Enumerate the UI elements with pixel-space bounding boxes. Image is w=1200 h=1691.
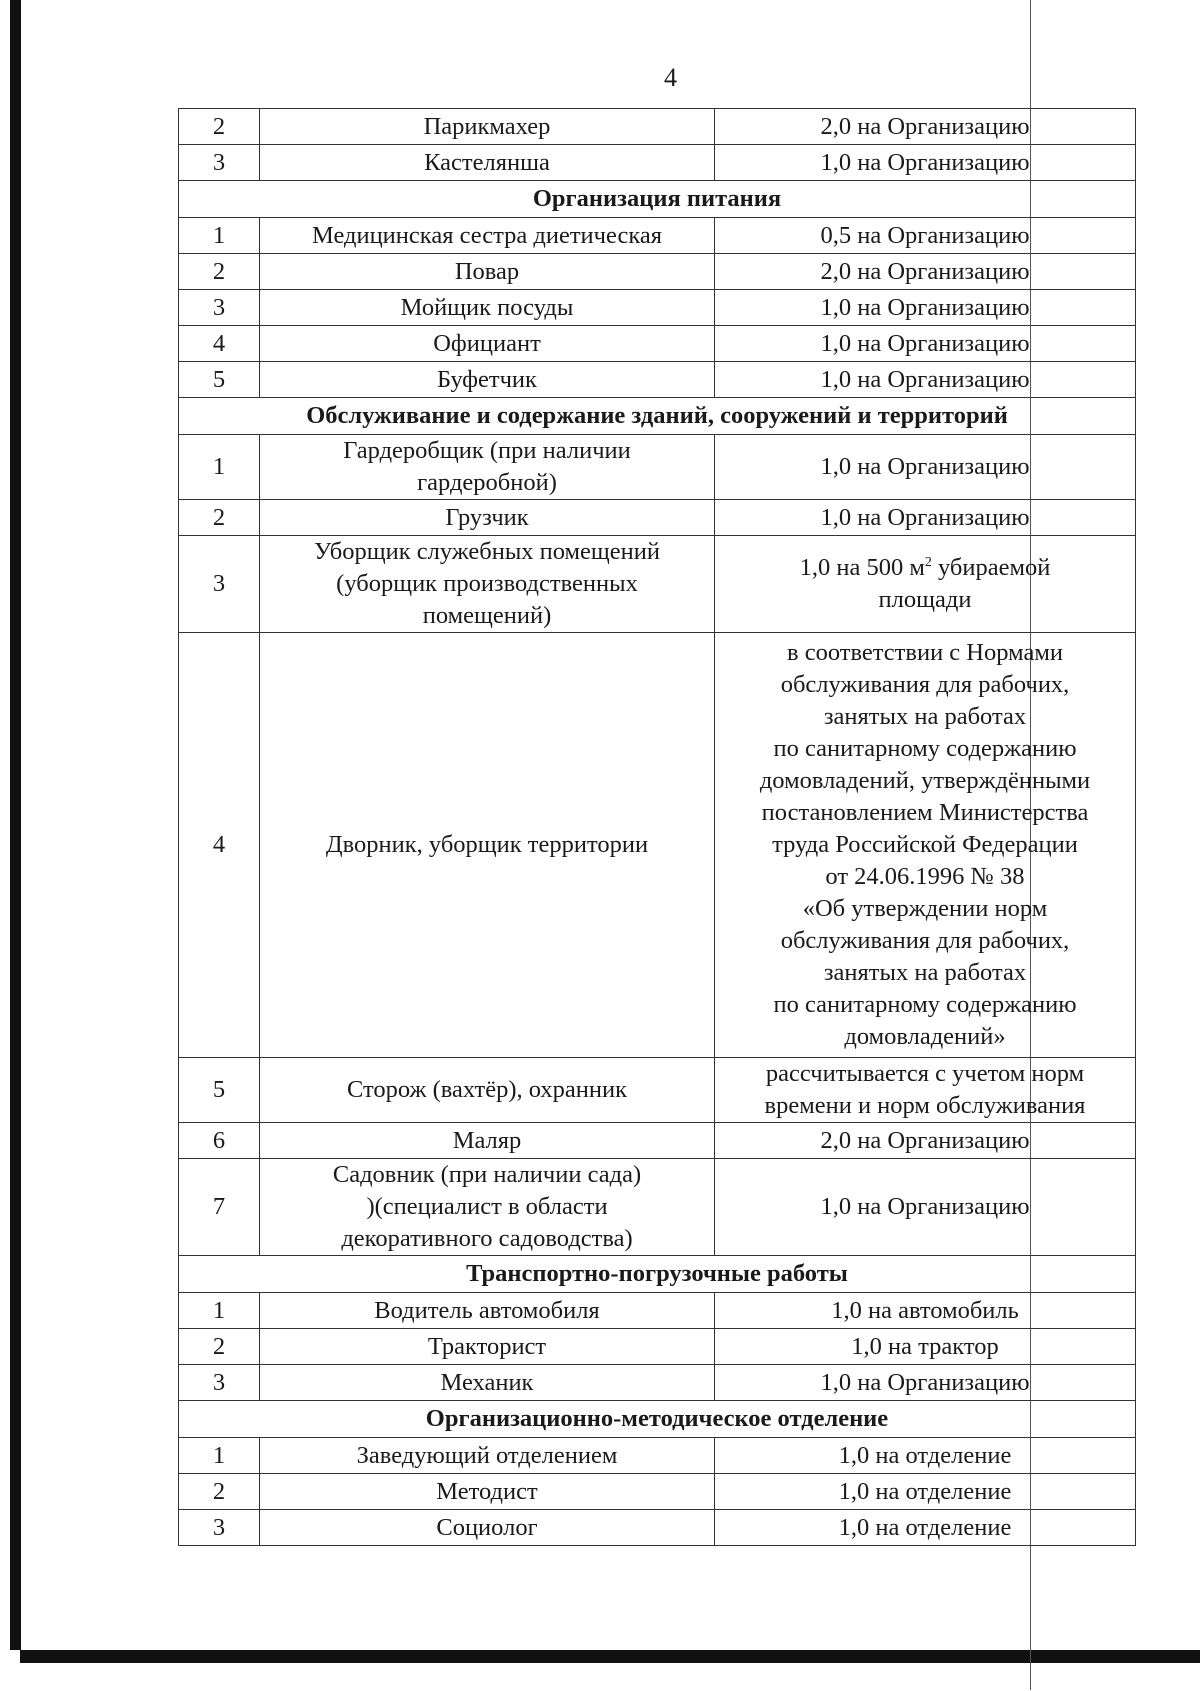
row-number: 3	[179, 1510, 260, 1546]
position-name: Тракторист	[260, 1329, 715, 1365]
table-row	[179, 362, 1136, 398]
row-number: 6	[179, 1123, 260, 1159]
staffing-norm: 1,0 на 500 $м^2$ убираемой площади	[715, 536, 1136, 633]
position-name: Официант	[260, 326, 715, 362]
position-name: Мойщик посуды	[260, 290, 715, 326]
section-title: Организационно-методическое отделение	[179, 1401, 1136, 1438]
table-row	[179, 109, 1136, 145]
position-name: Социолог	[260, 1510, 715, 1546]
staffing-norm: 1,0 на Организацию	[715, 1159, 1136, 1256]
section-header-methodical	[179, 1401, 1136, 1438]
row-number: 1	[179, 1293, 260, 1329]
position-name: Гардеробщик (при наличии гардеробной)	[260, 435, 715, 500]
position-name: Грузчик	[260, 500, 715, 536]
position-name: Буфетчик	[260, 362, 715, 398]
row-number: 2	[179, 500, 260, 536]
row-number: 4	[179, 326, 260, 362]
table-row	[179, 1293, 1136, 1329]
row-number: 2	[179, 109, 260, 145]
staffing-norm: 2,0 на Организацию	[715, 109, 1136, 145]
table-row	[179, 1159, 1136, 1256]
section-title: Транспортно-погрузочные работы	[179, 1256, 1136, 1293]
staffing-norm: 1,0 на трактор	[715, 1329, 1136, 1365]
row-number: 1	[179, 435, 260, 500]
row-number: 2	[179, 1474, 260, 1510]
table-row	[179, 1474, 1136, 1510]
position-name: Сторож (вахтёр), охранник	[260, 1058, 715, 1123]
position-name: Методист	[260, 1474, 715, 1510]
table-row	[179, 1438, 1136, 1474]
staffing-norm: 0,5 на Организацию	[715, 218, 1136, 254]
staffing-norm: 1,0 на Организацию	[715, 362, 1136, 398]
section-title: Организация питания	[179, 181, 1136, 218]
row-number: 3	[179, 536, 260, 633]
staffing-norm: 1,0 на отделение	[715, 1510, 1136, 1546]
row-number: 5	[179, 362, 260, 398]
position-name: Медицинская сестра диетическая	[260, 218, 715, 254]
position-name: Повар	[260, 254, 715, 290]
row-number: 2	[179, 254, 260, 290]
table-row	[179, 1123, 1136, 1159]
section-header-food	[179, 181, 1136, 218]
table-row	[179, 1329, 1136, 1365]
position-name: Механик	[260, 1365, 715, 1401]
row-number: 1	[179, 1438, 260, 1474]
staffing-norm: 1,0 на отделение	[715, 1438, 1136, 1474]
position-name: Заведующий отделением	[260, 1438, 715, 1474]
position-name: Садовник (при наличии сада) )(специалист в области декоративного садоводства)	[260, 1159, 715, 1256]
table-row	[179, 254, 1136, 290]
staffing-norm: 1,0 на Организацию	[715, 1365, 1136, 1401]
row-number: 3	[179, 1365, 260, 1401]
table-row	[179, 536, 1136, 633]
staffing-norm: 1,0 на Организацию	[715, 500, 1136, 536]
position-name: Дворник, уборщик территории	[260, 633, 715, 1058]
row-number: 1	[179, 218, 260, 254]
staffing-norm: 1,0 на Организацию	[715, 435, 1136, 500]
staffing-norm: 1,0 на Организацию	[715, 290, 1136, 326]
staffing-norm: в соответствии с Нормами обслуживания для рабочих, занятых на работах по санитарному содержанию домовладений, утверждёнными постановлением Министерства труда Российской Федерации от 24.06.1996 № 38 «Об утверждении норм обслуживания для рабочих, занятых на работах по санитарному содержанию домовладений»	[715, 633, 1136, 1058]
table-row	[179, 218, 1136, 254]
table-row	[179, 500, 1136, 536]
scan-left-edge	[10, 0, 21, 1650]
staffing-norms-table	[178, 108, 1136, 1546]
table-row	[179, 290, 1136, 326]
row-number: 7	[179, 1159, 260, 1256]
position-name: Уборщик служебных помещений (уборщик производственных помещений)	[260, 536, 715, 633]
row-number: 3	[179, 145, 260, 181]
staffing-norm: 1,0 на Организацию	[715, 145, 1136, 181]
table-row	[179, 1058, 1136, 1123]
row-number: 4	[179, 633, 260, 1058]
staffing-norm: 2,0 на Организацию	[715, 254, 1136, 290]
section-header-maintenance	[179, 398, 1136, 435]
staffing-norm: 1,0 на Организацию	[715, 326, 1136, 362]
position-name: Парикмахер	[260, 109, 715, 145]
scan-bottom-edge	[20, 1650, 1200, 1663]
page-number: 4	[664, 63, 677, 92]
staffing-norm: 1,0 на отделение	[715, 1474, 1136, 1510]
staffing-norm: 2,0 на Организацию	[715, 1123, 1136, 1159]
table-row	[179, 326, 1136, 362]
row-number: 3	[179, 290, 260, 326]
row-number: 5	[179, 1058, 260, 1123]
staffing-norm: рассчитывается с учетом норм времени и норм обслуживания	[715, 1058, 1136, 1123]
staffing-norm: 1,0 на автомобиль	[715, 1293, 1136, 1329]
position-name: Кастелянша	[260, 145, 715, 181]
table-row	[179, 1510, 1136, 1546]
table-row	[179, 1365, 1136, 1401]
table-row	[179, 145, 1136, 181]
position-name: Маляр	[260, 1123, 715, 1159]
table-row	[179, 633, 1136, 1058]
row-number: 2	[179, 1329, 260, 1365]
section-title: Обслуживание и содержание зданий, сооружений и территорий	[179, 398, 1136, 435]
table-row	[179, 435, 1136, 500]
position-name: Водитель автомобиля	[260, 1293, 715, 1329]
section-header-transport	[179, 1256, 1136, 1293]
